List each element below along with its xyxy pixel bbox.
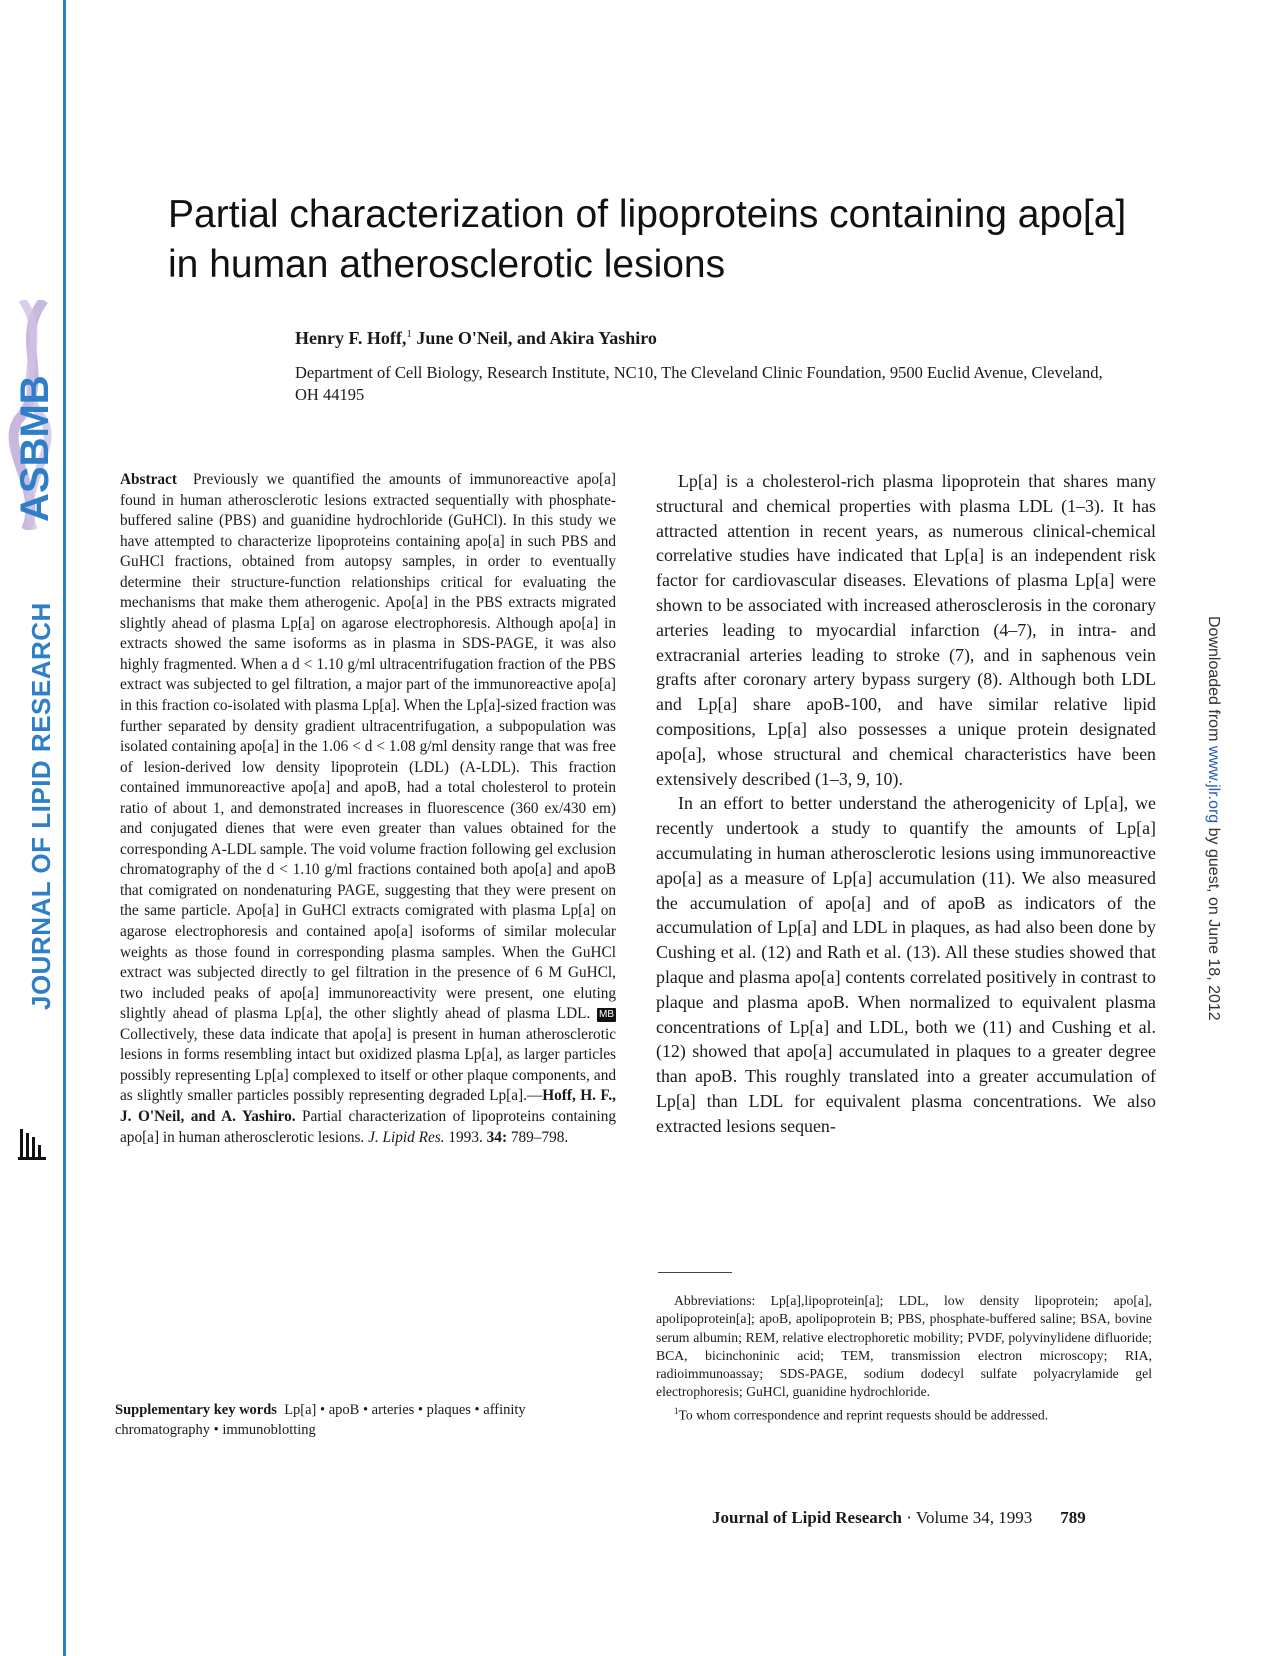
abstract-text-1: Previously we quantified the amounts of immunoreactive apo[a] found in human atherosclerotic lesions extracted sequentially with phosphate-buffered saline (PBS) and guanidine hydrochloride (GuHCl). In this study we have attempted to characterize lipoproteins containing apo[a] in such PBS and GuHCl fractions, obtained from autopsy samples, in order to eventually determine their structure-function relationships critical for evaluating the mechanisms that make them atherogenic. Apo[a] in the PBS extracts migrated slightly ahead of plasma Lp[a] on agarose electrophoresis. Although apo[a] in extracts showed the same isoforms as in plasma in SDS-PAGE, it was also highly fragmented. When a d < 1.10 g/ml ultracentrifugation fraction of the PBS extract was subjected to gel filtration, a major part of the immunoreactive apo[a] in this fraction co-isolated with plasma Lp[a]. When the Lp[a]-sized fraction was further separated by density gradient ultracentrifugation, a subpopulation was isolated containing apo[a] in the 1.06 < d < 1.08 g/ml density range that was free of lesion-derived low density lipoprotein (LDL) (A-LDL). This fraction contained immunoreactive apo[a] and apoB, had a total cholesterol to protein ratio of about 1, and demonstrated increases in fluorescence (360 ex/430 em) and conjugated dienes that were even greater than values obtained for the corresponding A-LDL sample. The void volume fraction following gel exclusion chromatography of the d < 1.10 g/ml fractions contained both apo[a] and apoB that comigrated on nondenaturing PAGE, suggesting that they were present on the same particle. Apo[a] in GuHCl extracts comigrated with plasma Lp[a] on agarose electrophoresis and contained apo[a] isoforms of similar molecular weights as those found in corresponding plasma samples. When the GuHCl extract was subjected directly to gel filtration in the presence of 6 M GuHCl, two included peaks of apo[a] immunoreactivity were present, one eluting slightly ahead of plasma Lp[a], the other slightly ahead of plasma LDL. (120, 471, 616, 1023)
body-paragraph-2: In an effort to better understand the atherogenicity of Lp[a], we recently undertook a study to quantify the amounts of Lp[a] accumulating in human atherosclerotic lesions using immunoreactive apo[a] as a measure of Lp[a] accumulation (11). We also measured the accumulation of apo[a] and of apoB as indicators of the accumulation of Lp[a] and LDL in plaques, as had also been done by Cushing et al. (12) and Rath et al. (13). All these studies showed that plaque and plasma apo[a] contents correlated positively in contrast to plaque and plasma apoB. When normalized to equivalent plasma concentrations of Lp[a] and LDL, both we (11) and Cushing et al. (12) showed that apo[a] accumulated in plaques to a greater degree than apoB. This roughly translated into a greater accumulation of Lp[a] than LDL for equivalent plasma concentrations. We also extracted lesions sequen- (656, 793, 1156, 1136)
page-number: 789 (1060, 1508, 1086, 1527)
journal-name-vertical: JOURNAL OF LIPID RESEARCH (26, 602, 56, 1010)
footer-journal: Journal of Lipid Research (712, 1508, 903, 1527)
jlr-mark-icon (12, 1125, 52, 1165)
margin-rule (63, 0, 66, 1656)
download-prefix: Downloaded from (1205, 616, 1222, 746)
footnote-mark: 1 (674, 1405, 679, 1416)
citation-title: Partial characterization of lipoproteins containing apo[a] in human atherosclerotic lesions. (120, 1107, 616, 1146)
asbmb-logo (4, 300, 58, 530)
abstract-label: Abstract (120, 471, 177, 488)
citation-pages: 789–798. (507, 1128, 569, 1146)
key-words-list: Lp[a] • apoB • arteries • plaques • affinity chromatography • immunoblotting (115, 1402, 526, 1438)
article-title: Partial characterization of lipoproteins containing apo[a] in human atherosclerotic lesions (168, 193, 1127, 286)
footnote-divider (658, 1272, 732, 1273)
author-1-footnote-mark: 1 (406, 328, 412, 340)
key-words (115, 1400, 615, 1440)
citation-authors: Hoff, H. F., J. O'Neil, and A. Yashiro. (120, 1087, 616, 1125)
citation-journal: J. Lipid Res. (368, 1128, 445, 1146)
author-line (295, 328, 657, 349)
correspondence-footnote (656, 1402, 1152, 1425)
other-authors: June O'Neil, and Akira Yashiro (411, 328, 657, 348)
citation-volume: 34: (486, 1128, 508, 1146)
abstract (120, 470, 616, 1148)
affiliation: Department of Cell Biology, Research Institute, NC10, The Cleveland Clinic Foundation, 9500 Euclid Avenue, Cleveland, OH 44195 (295, 363, 1103, 404)
author-1: Henry F. Hoff, (295, 328, 407, 348)
citation-year: 1993. (444, 1128, 487, 1146)
key-words-label: Supplementary key words (115, 1402, 277, 1418)
correspondence-text: To whom correspondence and reprint requests should be addressed. (678, 1407, 1049, 1423)
download-watermark (1204, 616, 1222, 1021)
body-paragraph-1: Lp[a] is a cholesterol-rich plasma lipoprotein that shares many structural and chemical properties with plasma LDL (1–3). It has attracted attention in recent years, as numerous clinical-chemical correlative studies have indicated that Lp[a] is an independent risk factor for cardiovascular diseases. Elevations of plasma Lp[a] were shown to be associated with increased atherosclerosis in the coronary arteries leading to myocardial infarction (4–7), in intra- and extracranial arteries leading to stroke (7), and in saphenous vein grafts after coronary artery bypass surgery (8). Although both LDL and Lp[a] share apoB-100, and have similar relative lipid compositions, Lp[a] also possesses a unique protein designated apo[a], whose structural and chemical characteristics have been extensively described (1–3, 9, 10). (656, 471, 1156, 789)
mb-badge-icon: MB (599, 1009, 614, 1021)
abstract-text-2: Collectively, these data indicate that apo[a] is present in human atherosclerotic lesions in forms resembling intact but oxidized plasma Lp[a], as larger particles possibly representing Lp[a] complexed to itself or other plaque components, and as slightly smaller particles possibly representing degraded Lp[a].— (120, 1025, 616, 1105)
footer-volume: · Volume 34, 1993 (902, 1508, 1033, 1527)
footnotes (656, 1292, 1152, 1425)
abbreviations-footnote: Abbreviations: Lp[a],lipoprotein[a]; LDL, low density lipoprotein; apo[a], apolipoprotein[a]; apoB, apolipoprotein B; PBS, phosphate-buffered saline; BSA, bovine serum albumin; REM, relative electrophoretic mobility; PVDF, polyvinylidene difluoride; BCA, bicinchoninic acid; TEM, transmission electron microscopy; RIA, radioimmunoassay; SDS-PAGE, sodium dodecyl sulfate polyacrylamide gel electrophoresis; GuHCl, guanidine hydrochloride. (656, 1293, 1152, 1400)
asbmb-logo-text: ASBMB (13, 375, 57, 522)
jlr-link[interactable]: www.jlr.org (1205, 745, 1222, 824)
download-suffix: by guest, on June 18, 2012 (1205, 823, 1222, 1021)
body-text (656, 469, 1156, 1139)
page-footer (712, 1508, 1086, 1528)
